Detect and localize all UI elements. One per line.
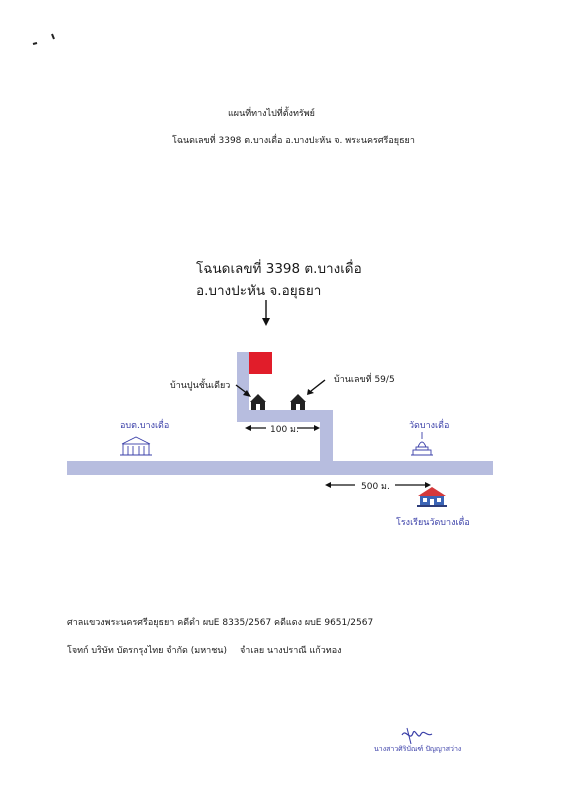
house-number-label: บ้านเลขที่ 59/5 — [334, 375, 395, 385]
temple-label: วัดบางเดื่อ — [409, 421, 450, 431]
distance-100-label: 100 ม. — [270, 425, 299, 435]
school-label: โรงเรียนวัดบางเดื่อ — [396, 518, 470, 528]
document-subtitle: โฉนดเลขที่ 3398 ต.บางเดื่อ อ.บางปะหัน จ. พระนครศรีอยุธยา — [172, 136, 415, 146]
document-title: แผนที่ทางไปที่ตั้งทรัพย์ — [228, 109, 315, 119]
house-single-storey-label: บ้านปูนชั้นเดียว — [170, 381, 231, 391]
signer-name: นางสาวศิริบัณฑ์ ปัญญาสว่าง — [374, 745, 462, 753]
court-case-line: ศาลแขวงพระนครศรีอยุธยา คดีดำ ผบE 8335/2567 คดีแดง ผบE 9651/2567 — [67, 618, 374, 628]
district-office-label: อบต.บางเดื่อ — [120, 421, 170, 431]
deed-label-line1: โฉนดเลขที่ 3398 ต.บางเดื่อ — [196, 261, 362, 277]
distance-500-label: 500 ม. — [361, 482, 390, 492]
deed-label-line2: อ.บางปะหัน จ.อยุธยา — [196, 283, 322, 299]
plaintiff-line: โจทก์ บริษัท บัตรกรุงไทย จำกัด (มหาชน) — [67, 646, 227, 656]
defendant-line: จำเลย นางปราณี แก้วทอง — [240, 646, 342, 656]
